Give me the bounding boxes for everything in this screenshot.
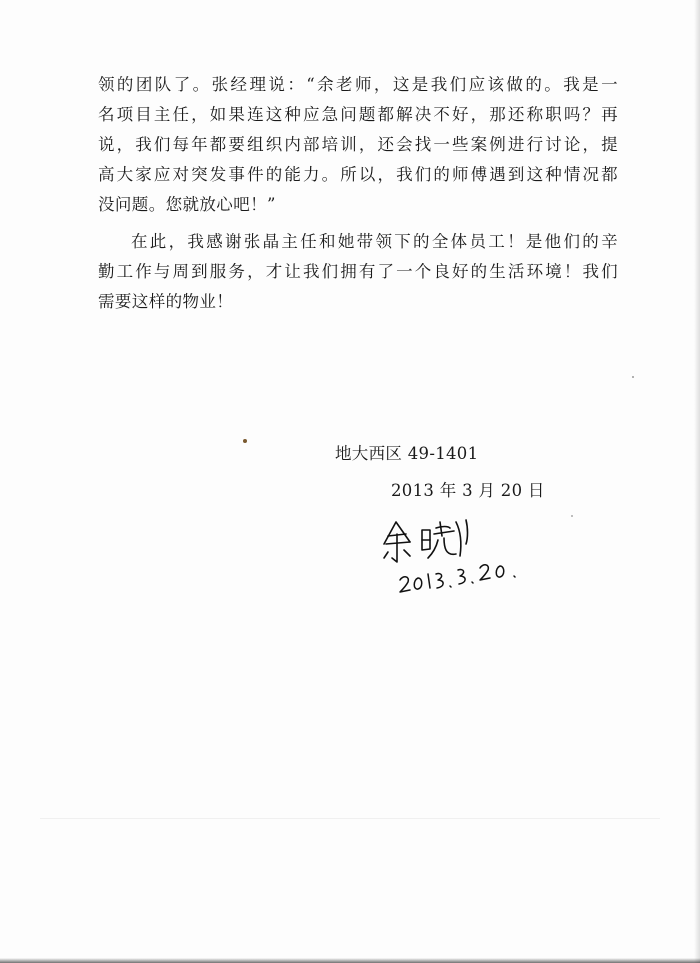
scan-speck (243, 439, 247, 443)
handwritten-signature (370, 500, 600, 610)
paragraph-1-line-2: 名项目主任，如果连这种应急问题都解决不好，那还称职吗？再 (98, 105, 618, 124)
scan-edge-shadow-right (694, 0, 700, 963)
scan-edge-shadow-bottom (0, 958, 700, 963)
letter-date: 2013 年 3 月 20 日 (391, 481, 545, 500)
sender-address: 地大西区 49-1401 (335, 444, 479, 463)
scan-speck (571, 515, 573, 517)
paragraph-2 (98, 227, 618, 317)
letter-body (98, 70, 618, 317)
paragraph-1 (98, 70, 618, 220)
paragraph-1-line-4: 高大家应对突发事件的能力。所以，我们的师傅遇到这种情况都 (98, 165, 618, 184)
paragraph-1-line-5: 没问题。您就放心吧！” (98, 195, 276, 214)
paragraph-2-line-3: 需要这样的物业！ (98, 292, 234, 311)
scan-artifact-line (40, 818, 660, 819)
paragraph-1-line-1: 领的团队了。张经理说：“余老师，这是我们应该做的。我是一 (98, 75, 618, 94)
paragraph-1-line-3: 说，我们每年都要组织内部培训，还会找一些案例进行讨论，提 (98, 135, 618, 154)
paragraph-2-line-1: 在此，我感谢张晶主任和她带领下的全体员工！是他们的辛 (131, 232, 618, 251)
scan-speck (632, 376, 634, 378)
paragraph-2-line-2: 勤工作与周到服务，才让我们拥有了一个良好的生活环境！我们 (98, 262, 618, 281)
